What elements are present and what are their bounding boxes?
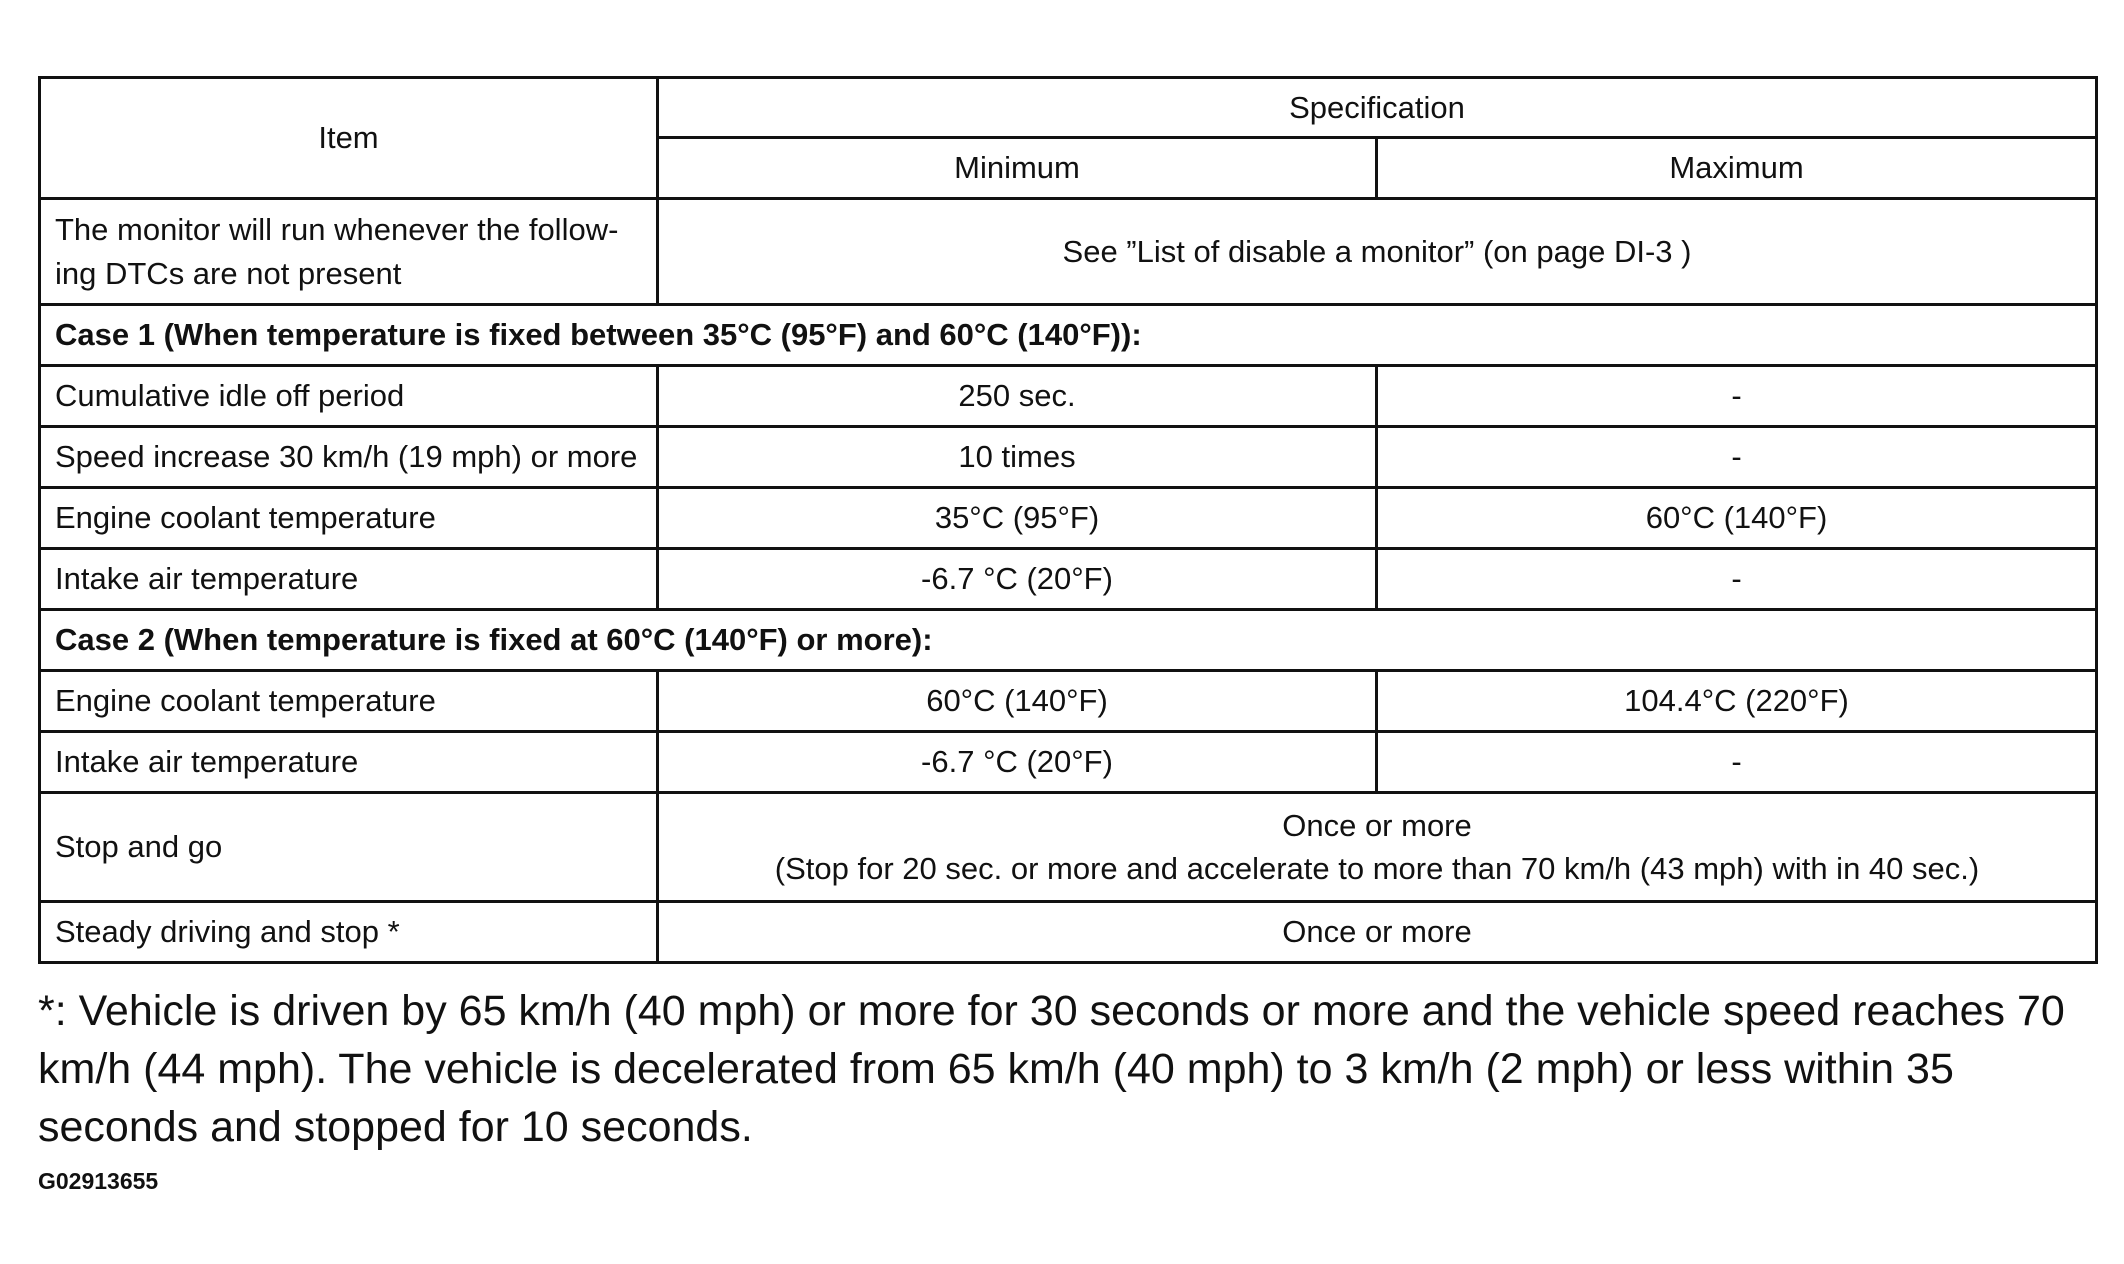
table-row bbox=[40, 488, 2097, 549]
dtc-item bbox=[40, 199, 658, 305]
steady-driving-spec: Once or more bbox=[658, 902, 2097, 963]
table-row bbox=[40, 671, 2097, 732]
row-min: -6.7 °C (20°F) bbox=[658, 549, 1377, 610]
dtc-item-line1: The monitor will run whenever the follow- bbox=[55, 212, 619, 248]
row-max: - bbox=[1377, 549, 2097, 610]
case2-title: Case 2 (When temperature is fixed at 60°C (140°F) or more): bbox=[40, 610, 2097, 671]
steady-driving-row bbox=[40, 902, 2097, 963]
row-max: - bbox=[1377, 427, 2097, 488]
dtc-item-line2: ing DTCs are not present bbox=[55, 255, 402, 291]
dtc-spec: See ”List of disable a monitor” (on page DI-3 ) bbox=[658, 199, 2097, 305]
stop-and-go-spec-line2: (Stop for 20 sec. or more and accelerate to more than 70 km/h (43 mph) with in 40 sec.) bbox=[774, 851, 1980, 886]
row-item: Engine coolant temperature bbox=[40, 488, 658, 549]
header-maximum: Maximum bbox=[1377, 138, 2097, 199]
table-row bbox=[40, 549, 2097, 610]
row-max: 104.4°C (220°F) bbox=[1377, 671, 2097, 732]
row-max: - bbox=[1377, 366, 2097, 427]
case1-title-row bbox=[40, 305, 2097, 366]
row-max: 60°C (140°F) bbox=[1377, 488, 2097, 549]
stop-and-go-item: Stop and go bbox=[40, 793, 658, 902]
header-specification: Specification bbox=[658, 78, 2097, 138]
row-item: Speed increase 30 km/h (19 mph) or more bbox=[40, 427, 658, 488]
row-min: 250 sec. bbox=[658, 366, 1377, 427]
row-item: Intake air temperature bbox=[40, 732, 658, 793]
footnote: *: Vehicle is driven by 65 km/h (40 mph) or more for 30 seconds or more and the vehicle speed reaches 70 km/h (44 mph). The vehicle is decelerated from 65 km/h (40 mph) to 3 km/h (2 mph) or less within 35 seconds and stopped for 10 seconds. bbox=[38, 987, 2065, 1151]
row-item: Intake air temperature bbox=[40, 549, 658, 610]
header-row-top bbox=[40, 78, 2097, 138]
table-row bbox=[40, 427, 2097, 488]
stop-and-go-spec-line1: Once or more bbox=[1282, 807, 1472, 843]
row-min: 60°C (140°F) bbox=[658, 671, 1377, 732]
case1-title: Case 1 (When temperature is fixed between 35°C (95°F) and 60°C (140°F)): bbox=[40, 305, 2097, 366]
row-item: Cumulative idle off period bbox=[40, 366, 658, 427]
row-min: -6.7 °C (20°F) bbox=[658, 732, 1377, 793]
row-min: 35°C (95°F) bbox=[658, 488, 1377, 549]
header-item: Item bbox=[40, 78, 658, 199]
table-row bbox=[40, 366, 2097, 427]
table-row bbox=[40, 732, 2097, 793]
stop-and-go-row bbox=[40, 793, 2097, 902]
case2-title-row bbox=[40, 610, 2097, 671]
steady-driving-item: Steady driving and stop * bbox=[40, 902, 658, 963]
row-min: 10 times bbox=[658, 427, 1377, 488]
row-max: - bbox=[1377, 732, 2097, 793]
stop-and-go-spec bbox=[658, 793, 2097, 902]
header-minimum: Minimum bbox=[658, 138, 1377, 199]
figure-code: G02913655 bbox=[38, 1168, 159, 1194]
specification-table bbox=[38, 76, 2098, 964]
row-item: Engine coolant temperature bbox=[40, 671, 658, 732]
dtc-row bbox=[40, 199, 2097, 305]
